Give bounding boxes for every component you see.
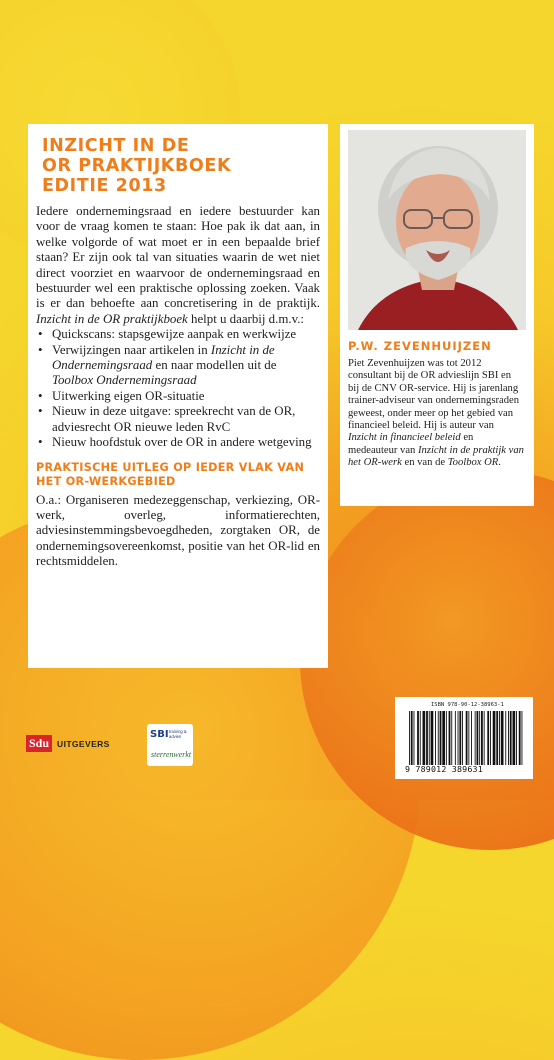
barcode-bar xyxy=(471,711,472,765)
barcode-bar xyxy=(499,711,500,765)
sbi-subtitle: training & advies xyxy=(169,729,187,739)
barcode-bar xyxy=(505,711,506,765)
barcode-bar xyxy=(435,711,436,765)
list-item: • Uitwerking eigen OR-situatie xyxy=(36,389,320,404)
barcode-bar xyxy=(440,711,442,765)
author-photo xyxy=(348,130,526,330)
barcode-bars xyxy=(407,711,527,765)
barcode-bar xyxy=(516,711,517,765)
barcode-bar xyxy=(519,711,521,765)
barcode-bar xyxy=(487,711,489,765)
book-description-panel xyxy=(28,124,328,668)
isbn-number: 9 789012 389631 xyxy=(405,764,483,774)
author-bio: Piet Zevenhuijzen was tot 2012 consultant bij de OR advieslijn SBI en bij de CNV OR-service. Hij is jarenlang trainer-adviseur van ondernemingsraden geweest, onder meer op het gebied van financieel beleid. Hij is auteur van Inzicht in financieel beleid en medeauteur van Inzicht in de praktijk van het OR-werk en van de Toolbox OR. xyxy=(348,358,524,469)
barcode-bar xyxy=(477,711,479,765)
edition-label: EDITIE 2013 xyxy=(42,176,167,196)
barcode-bar xyxy=(490,711,491,765)
isbn-barcode xyxy=(395,697,533,779)
barcode-bar xyxy=(484,711,485,765)
barcode-bar xyxy=(522,711,523,765)
barcode-bar xyxy=(442,711,445,765)
barcode-bar xyxy=(493,711,496,765)
barcode-bar xyxy=(455,711,456,765)
barcode-bar xyxy=(458,711,459,765)
sbi-mark: SBI xyxy=(150,729,169,740)
barcode-bar xyxy=(446,711,447,765)
isbn-label: ISBN 978-90-12-38963-1 xyxy=(431,702,504,708)
barcode-bar xyxy=(459,711,461,765)
feature-list xyxy=(36,327,320,450)
barcode-bar xyxy=(468,711,469,765)
list-item: • Quickscans: stapsgewijze aanpak en werkwijze xyxy=(36,327,320,342)
title-line: OR PRAKTIJKBOEK xyxy=(42,156,232,176)
barcode-bar xyxy=(414,711,415,765)
sbi-logo xyxy=(147,724,193,766)
barcode-bar xyxy=(431,711,434,765)
barcode-bar xyxy=(451,711,452,765)
barcode-bar xyxy=(496,711,498,765)
author-portrait-image xyxy=(348,130,526,330)
barcode-bar xyxy=(479,711,480,765)
sdu-mark: Sdu xyxy=(26,735,52,752)
sbi-tagline: sterrenwerkt xyxy=(151,750,192,759)
barcode-bar xyxy=(429,711,430,765)
barcode-bar xyxy=(409,711,410,765)
barcode-bar xyxy=(420,711,421,765)
outro-paragraph: O.a.: Organiseren medezeggenschap, verkiezing, OR-werk, overleg, informatierechten, adviesinstemmingsbevoegdheden, zorgtaken OR, de ondernemingsovereenkomst, positie van het OR-lid en rechtsmiddelen. xyxy=(36,492,320,569)
author-panel xyxy=(340,124,534,506)
list-item: • Verwijzingen naar artikelen in Inzicht in de Ondernemingsraad en naar modellen uit de Toolbox Ondernemingsraad xyxy=(36,343,320,389)
list-item: • Nieuw hoofdstuk over de OR in andere wetgeving xyxy=(36,435,320,450)
book-title xyxy=(42,136,320,196)
list-item: • Nieuw in deze uitgave: spreekrecht van de OR, adviesrecht OR nieuwe leden RvC xyxy=(36,404,320,435)
author-name: P.W. ZEVENHUIJZEN xyxy=(348,339,492,353)
sdu-text: UITGEVERS xyxy=(57,738,110,749)
barcode-bar xyxy=(501,711,504,765)
barcode-bar xyxy=(462,711,463,765)
barcode-bar xyxy=(481,711,483,765)
barcode-bar xyxy=(466,711,468,765)
barcode-bar xyxy=(513,711,516,765)
intro-paragraph: Iedere ondernemingsraad en iedere bestuurder kan voor de vraag komen te staan: Hoe pak ik dat aan, in welke volgorde of wat moet er in een bepaalde brief staan? Er zijn ook tal van situaties waarin de wet niet direct voorziet en waarvoor de ondernemingsraad en bestuurder wel een praktische oplossing zoeken. Vaak is er dan behoefte aan concretisering in de praktijk. Inzicht in de OR praktijkboek helpt u daarbij d.m.v.: xyxy=(36,204,320,326)
barcode-bar xyxy=(449,711,451,765)
barcode-bar xyxy=(475,711,476,765)
barcode-bar xyxy=(426,711,428,765)
sdu-publisher-logo xyxy=(26,735,110,752)
barcode-bar xyxy=(423,711,426,765)
barcode-bar xyxy=(508,711,509,765)
title-line: INZICHT IN DE xyxy=(42,136,190,156)
section-heading: PRAKTISCHE UITLEG OP IEDER VLAK VAN HET OR-WERKGEBIED xyxy=(36,460,305,488)
barcode-bar xyxy=(411,711,413,765)
barcode-bar xyxy=(417,711,419,765)
barcode-bar xyxy=(438,711,439,765)
barcode-bar xyxy=(510,711,512,765)
